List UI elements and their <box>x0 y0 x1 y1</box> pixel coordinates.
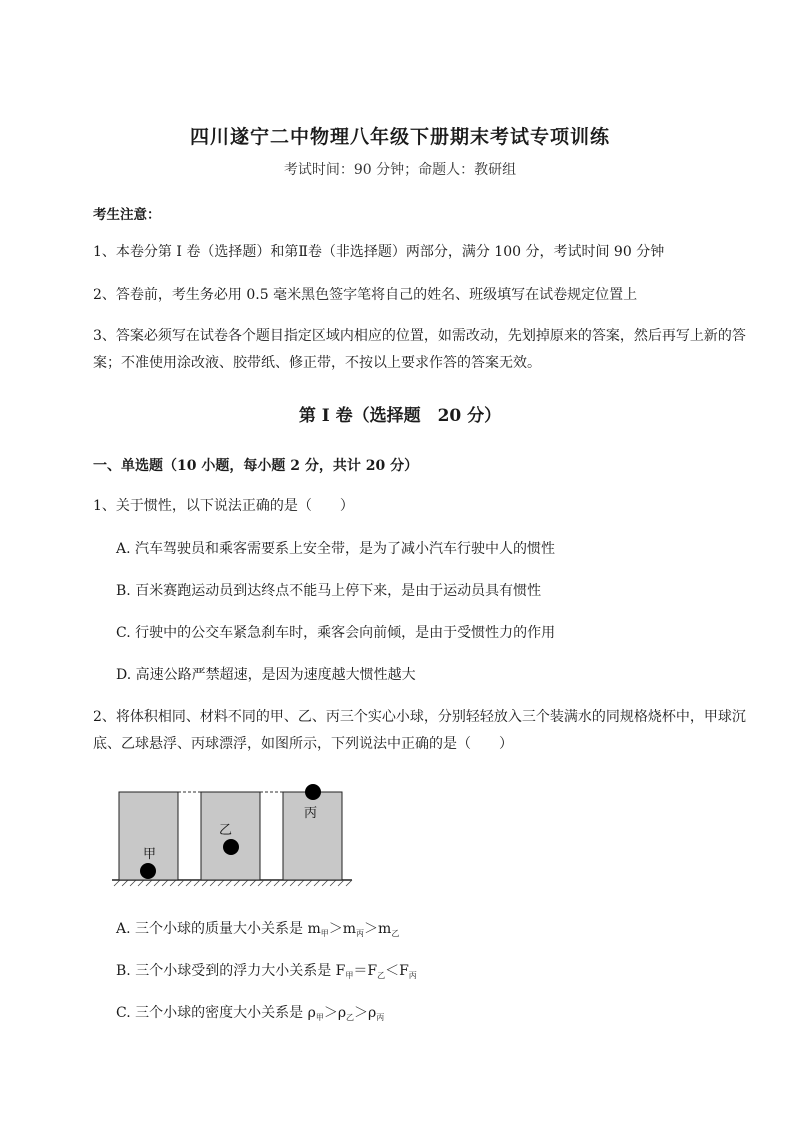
ball-yi <box>223 839 239 855</box>
question-2-stem: 2、将体积相同、材料不同的甲、乙、丙三个实心小球，分别轻轻放入三个装满水的同规格烧杯中，甲球沉底、乙球悬浮、丙球漂浮，如图所示，下列说法中正确的是（ ） <box>93 709 746 752</box>
q2-option-c: C. 三个小球的密度大小关系是 $\rho_甲>\rho_乙>\rho_丙$ <box>116 1005 385 1022</box>
ball-jia <box>140 863 156 879</box>
question-1-stem: 1、关于惯性，以下说法正确的是（ ） <box>93 498 354 514</box>
notice-heading: 考生注意： <box>93 207 161 223</box>
q1-option-b: B. 百米赛跑运动员到达终点不能马上停下来，是由于运动员具有惯性 <box>116 583 542 599</box>
label-jia: 甲 <box>143 847 157 862</box>
q2-option-b: B. 三个小球受到的浮力大小关系是 $F_甲=F_乙<F_丙$ <box>116 963 417 980</box>
label-bing: 丙 <box>304 806 318 821</box>
exam-info: 考试时间：90 分钟；命题人：教研组 <box>283 162 517 178</box>
section-title: 第 I 卷（选择题 20 分） <box>298 406 502 426</box>
notice-item-3: 3、答案必须写在试卷各个题目指定区域内相应的位置，如需改动，先划掉原来的答案，然后再写上新的答案；不准使用涂改液、胶带纸、修正带，不按以上要求作答的答案无效。 <box>93 328 746 371</box>
label-yi: 乙 <box>219 823 233 838</box>
notice-item-2: 2、答卷前，考生务必用 0.5 毫米黑色签字笔将自己的姓名、班级填写在试卷规定位置上 <box>93 287 638 303</box>
q1-option-c: C. 行驶中的公交车紧急刹车时，乘客会向前倾，是由于受惯性力的作用 <box>116 625 556 641</box>
floor-hatching <box>114 880 352 886</box>
beakers-figure <box>112 782 362 887</box>
q2-option-a: A. 三个小球的质量大小关系是 $m_甲>m_丙>m_乙$ <box>116 921 400 938</box>
q1-option-a: A. 汽车驾驶员和乘客需要系上安全带，是为了减小汽车行驶中人的惯性 <box>116 541 556 557</box>
page-title: 四川遂宁二中物理八年级下册期末考试专项训练 <box>189 126 610 148</box>
ball-bing <box>305 784 321 800</box>
q1-option-d: D. 高速公路严禁超速，是因为速度越大惯性越大 <box>116 667 416 683</box>
notice-item-1: 1、本卷分第 I 卷（选择题）和第Ⅱ卷（非选择题）两部分，满分 100 分，考试时间 90 分钟 <box>93 244 665 260</box>
part-heading: 一、单选题（10 小题，每小题 2 分，共计 20 分） <box>93 458 419 474</box>
